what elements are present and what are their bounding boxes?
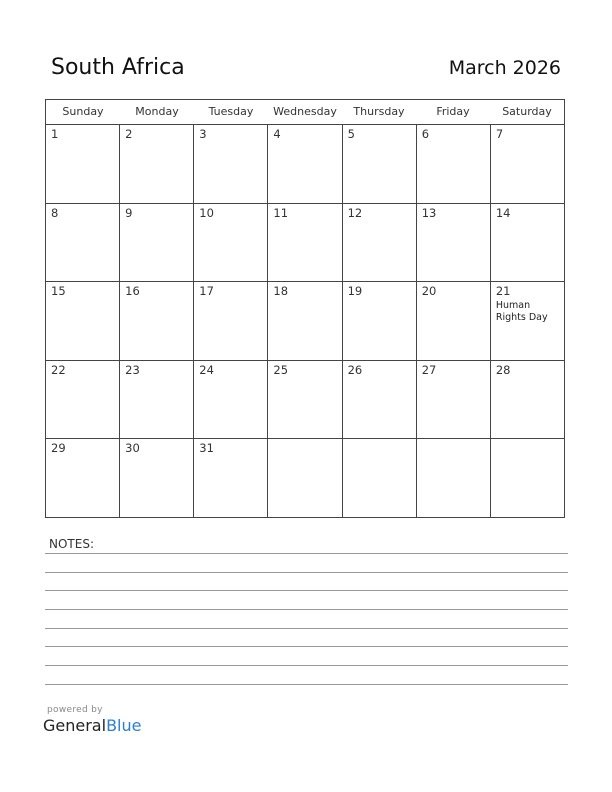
day-cell (268, 282, 342, 360)
country-title: South Africa (51, 55, 185, 80)
day-number: 29 (51, 441, 66, 455)
day-number: 1 (51, 127, 59, 141)
day-number: 13 (421, 205, 437, 220)
day-cell (268, 204, 342, 282)
notes-line (45, 572, 568, 573)
day-number: 10 (199, 205, 214, 220)
day-number: 8 (51, 205, 59, 220)
weekday-saturday: Saturday (502, 105, 552, 118)
logo-blue: Blue (106, 716, 142, 735)
notes-label: NOTES: (49, 537, 94, 551)
weekday-wednesday: Wednesday (273, 105, 337, 118)
weekday-header (46, 100, 564, 125)
day-cell (343, 282, 417, 360)
generalblue-logo[interactable] (43, 716, 141, 735)
day-number: 30 (125, 441, 140, 455)
day-number: 24 (199, 362, 214, 377)
logo-general: General (43, 716, 107, 735)
notes-line (45, 609, 568, 610)
notes-line (45, 684, 568, 685)
notes-line (45, 628, 568, 629)
day-cell (491, 204, 564, 282)
week-row (46, 204, 564, 283)
day-cell (194, 361, 268, 439)
day-cell (46, 125, 120, 203)
day-cell (120, 439, 194, 517)
month-title: March 2026 (448, 57, 561, 79)
weekday-tuesday: Tuesday (208, 105, 254, 118)
day-number: 28 (495, 362, 511, 377)
day-number: 20 (421, 284, 437, 298)
holiday-label: Human Rights Day (495, 300, 548, 323)
day-number: 15 (51, 284, 66, 298)
day-cell (268, 125, 342, 203)
day-cell (268, 439, 342, 517)
weekday-thursday: Thursday (353, 105, 405, 118)
day-number: 12 (347, 205, 363, 220)
day-cell (417, 125, 491, 203)
week-row (46, 125, 564, 204)
day-number: 7 (495, 127, 504, 141)
day-cell (120, 361, 194, 439)
day-number: 18 (273, 284, 289, 298)
week-row (46, 282, 564, 361)
day-number: 21 (495, 284, 511, 298)
week-row (46, 439, 564, 517)
week-row (46, 361, 564, 440)
day-cell (194, 282, 268, 360)
day-number: 23 (125, 362, 140, 377)
day-number: 26 (347, 362, 363, 377)
day-number: 11 (273, 205, 289, 220)
day-number: 4 (273, 127, 281, 141)
weekday-friday: Friday (436, 105, 470, 118)
day-number: 19 (347, 284, 363, 298)
day-number: 27 (421, 362, 437, 377)
day-cell (194, 439, 268, 517)
day-cell (491, 125, 564, 203)
day-number: 17 (199, 284, 214, 298)
day-cell (491, 439, 564, 517)
day-number: 9 (125, 205, 133, 220)
weekday-sunday: Sunday (62, 105, 104, 118)
weekday-monday: Monday (135, 105, 179, 118)
day-cell (268, 361, 342, 439)
day-cell (194, 204, 268, 282)
day-number: 6 (421, 127, 430, 141)
day-number: 14 (495, 205, 511, 220)
day-number: 25 (273, 362, 289, 377)
day-cell (491, 282, 564, 360)
notes-line (45, 590, 568, 591)
day-cell (417, 361, 491, 439)
day-cell (343, 439, 417, 517)
day-number: 16 (125, 284, 140, 298)
day-cell (120, 204, 194, 282)
day-cell (46, 439, 120, 517)
day-number: 2 (125, 127, 133, 141)
day-cell (120, 125, 194, 203)
calendar-grid (45, 99, 565, 518)
day-number: 5 (347, 127, 355, 141)
day-cell (417, 204, 491, 282)
day-cell (343, 204, 417, 282)
day-cell (343, 125, 417, 203)
day-cell (120, 282, 194, 360)
weeks-container (46, 125, 564, 517)
powered-by-text: powered by (47, 705, 103, 715)
day-cell (194, 125, 268, 203)
day-cell (46, 361, 120, 439)
day-cell (46, 204, 120, 282)
day-cell (491, 361, 564, 439)
day-cell (46, 282, 120, 360)
day-cell (343, 361, 417, 439)
day-cell (417, 439, 491, 517)
notes-line (45, 665, 568, 666)
day-number: 3 (199, 127, 207, 141)
notes-line (45, 646, 568, 647)
day-cell (417, 282, 491, 360)
day-number: 22 (51, 362, 66, 377)
day-number: 31 (199, 441, 214, 455)
notes-line (45, 553, 568, 554)
